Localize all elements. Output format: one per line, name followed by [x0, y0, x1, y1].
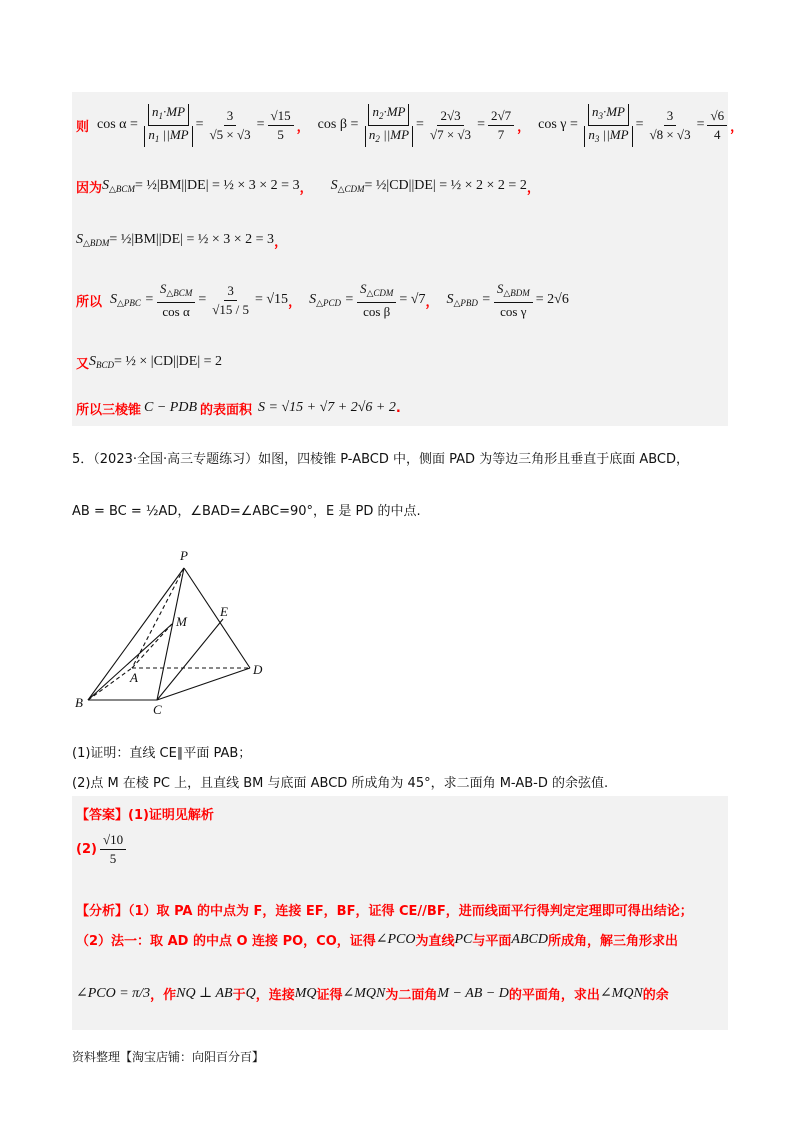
answer-part2 — [76, 826, 129, 872]
area-line-3: 所以 $S_{\triangle PBC}$ = $\frac{S_{\triangle BCM}}{\text{cos α}}$ = $\frac{3}{√15 / 5}$ = √15 ， $S_{\triangle PCD}$ = $\frac{S_{\triangle CDM}}{\text{cos β}}$ = √7 ， $S_{\triangle PBD}$ = $\frac{S_{\triangle BDM}}{\text{cos γ}}$ = 2√6 — [76, 280, 569, 319]
analysis-3d: 于 — [232, 988, 246, 1003]
analysis-2c: 为直线 — [415, 934, 455, 949]
analysis-3h: 证得 — [316, 988, 343, 1003]
analysis-3e: Q — [245, 985, 256, 1001]
analysis-2f: ABCD — [511, 931, 548, 947]
area-line-1: 因为 $S_{\triangle BCM}$ = ½|BM||DE| = ½ × 3 × 2 = 3 ， $S_{\triangle CDM}$ = ½|CD||DE| = ½ × 2 × 2 = 2 ， — [76, 177, 540, 196]
analysis-line-1 — [76, 900, 693, 919]
answer-part2-frac: $\frac{√10}{5}$ — [100, 832, 126, 867]
vector-frac-1: $\frac{n_1\cdot MP}{n_1 ||MP}$ — [144, 104, 192, 147]
question-1 — [72, 742, 251, 761]
s-pbd-res: = 2√6 — [535, 292, 569, 307]
s-cdm-eq: = ½|CD||DE| = ½ × 2 × 2 = 2 — [364, 178, 527, 193]
question-2-text: (2)点 M 在棱 PC 上，且直线 BM 与底面 ABCD 所成角为 45°，求二面角 M-AB-D 的余弦值. — [72, 776, 609, 791]
ze-label: 则 — [76, 119, 90, 135]
analysis-3b: ，作 — [150, 988, 177, 1003]
s-bcd-eq: = ½ × |CD||DE| = 2 — [114, 354, 223, 369]
conclusion-obj: C − PDB — [144, 400, 198, 415]
conclusion-line: 所以三棱锥 C − PDB 的表面积 S = √15 + √7 + 2√6 + 2 . — [76, 400, 401, 418]
analysis-line-3 — [76, 984, 669, 1003]
result-2: $\frac{2√7}{7}$ — [488, 108, 514, 143]
label-m: M — [176, 614, 187, 629]
conclusion-mid: 的表面积 — [200, 402, 253, 418]
answer-tag — [76, 804, 214, 823]
pyramid-figure — [72, 548, 292, 718]
footer-text: 资料整理【淘宝店铺：向阳百分百】 — [72, 1050, 265, 1064]
edge-cd — [157, 668, 250, 700]
vector-frac-2: $\frac{n_2\cdot MP}{n_2 ||MP}$ — [365, 104, 413, 147]
s-pbc-frac2: $\frac{3}{√15 / 5}$ — [212, 282, 249, 317]
analysis-3j: 为二面角 — [385, 988, 438, 1003]
analysis-3n: 的余 — [642, 988, 669, 1003]
analysis-line-2 — [76, 930, 678, 949]
problem-header-text: 5．（2023·全国·高三专题练习）如图，四棱锥 P-ABCD 中，侧面 PAD 为等边三角形且垂直于底面 ABCD， — [72, 452, 689, 467]
analysis-3g: MQ — [294, 985, 317, 1001]
problem-condition-text: AB = BC = ½AD，∠BAD=∠ABC=90°，E 是 PD 的中点. — [72, 503, 421, 519]
label-c: C — [153, 702, 162, 717]
yinwei-label: 因为 — [76, 180, 103, 196]
edge-pd — [184, 568, 250, 668]
conclusion-formula: S = √15 + √7 + 2√6 + 2 — [258, 400, 396, 415]
analysis-3m: ∠MQN — [599, 986, 643, 1001]
result-3: $\frac{√6}{4}$ — [707, 108, 727, 143]
label-b: B — [75, 695, 83, 710]
area-line-2: $S_{\triangle BDM}$ = ½|BM||DE| = ½ × 3 × 2 = 3 ， — [76, 231, 288, 250]
cos-line: 则 cos α = $\frac{n_1\cdot MP}{n_1 ||MP}$ = $\frac{3}{√5 \times √3}$ = $\frac{√15}{5}$ ， cos β = $\frac{n_2\cdot MP}{n_2 ||MP}$ = $\frac{2√3}{√7 \times √3}$ = $\frac{2√7}{7}$ ， cos γ = $\frac{n_3\cdot MP}{n_3 ||MP}$ = $\frac{3}{√8 \times √3}$ = $\frac{√6}{4}$ ， — [76, 100, 743, 150]
analysis-2a: （2）法一：取 AD 的中点 O 连接 PO，CO，证得 — [76, 934, 376, 949]
cos-gamma: cos γ — [538, 117, 567, 132]
analysis-3k: M − AB − D — [437, 985, 509, 1001]
s-pbc-res: = √15 — [254, 292, 289, 307]
label-e: E — [220, 604, 228, 619]
question-2 — [72, 772, 608, 791]
analysis-2b: ∠PCO — [375, 932, 416, 947]
analysis-2e: 与平面 — [472, 934, 512, 949]
s-pbd-frac: $\frac{S_{\triangle BDM}}{\text{cos γ}}$ — [494, 281, 533, 320]
s-bcm-eq: = ½|BM||DE| = ½ × 3 × 2 = 3 — [134, 178, 300, 193]
analysis-3i: ∠MQN — [342, 986, 386, 1001]
edge-ce — [157, 619, 223, 700]
s-pbc-frac: $\frac{S_{\triangle BCM}}{\text{cos α}}$ — [157, 281, 195, 320]
you-label: 又 — [76, 356, 90, 372]
analysis-3l: 的平面角，求出 — [508, 988, 600, 1003]
question-1-text: (1)证明：直线 CE∥平面 PAB； — [72, 746, 252, 761]
edge-ba — [88, 668, 132, 700]
frac-3: $\frac{3}{√8 \times √3}$ — [649, 107, 691, 142]
analysis-3f: ，连接 — [255, 988, 295, 1003]
label-d: D — [253, 662, 263, 677]
s-pcd-frac: $\frac{S_{\triangle CDM}}{\text{cos β}}$ — [357, 281, 396, 320]
analysis-2d: PC — [454, 931, 473, 947]
problem-header — [72, 448, 689, 467]
answer-tag-text: 【答案】(1)证明见解析 — [76, 808, 214, 823]
analysis-3a: ∠PCO = π/3 — [76, 986, 151, 1001]
frac-1: $\frac{3}{√5 \times √3}$ — [209, 107, 251, 142]
suoyi-label: 所以 — [76, 294, 103, 310]
analysis-3c: NQ ⊥ AB — [176, 986, 233, 1001]
problem-condition — [72, 494, 421, 524]
vector-frac-3: $\frac{n_3\cdot MP}{n_3 ||MP}$ — [584, 104, 632, 147]
s-pcd-res: = √7 — [399, 292, 426, 307]
frac-2: $\frac{2√3}{√7 \times √3}$ — [429, 107, 472, 142]
label-a: A — [130, 670, 138, 685]
analysis-line-1-text: 【分析】（1）取 PA 的中点为 F，连接 EF，BF，证得 CE//BF，进而线面平行得判定定理即可得出结论； — [76, 904, 693, 919]
conclusion-prefix: 所以三棱锥 — [76, 402, 142, 418]
result-1: $\frac{√15}{5}$ — [268, 108, 294, 143]
page-footer — [72, 1048, 264, 1065]
analysis-2g: 所成角，解三角形求出 — [547, 934, 678, 949]
area-line-4: 又 $S_{BCD}$ = ½ × |CD||DE| = 2 — [76, 354, 223, 372]
s-bdm-eq: = ½|BM||DE| = ½ × 3 × 2 = 3 — [109, 232, 275, 247]
cos-beta: cos β — [317, 117, 347, 132]
label-p: P — [180, 548, 188, 563]
answer-part2-prefix: (2) — [76, 841, 97, 857]
cos-alpha: cos α — [97, 117, 127, 132]
